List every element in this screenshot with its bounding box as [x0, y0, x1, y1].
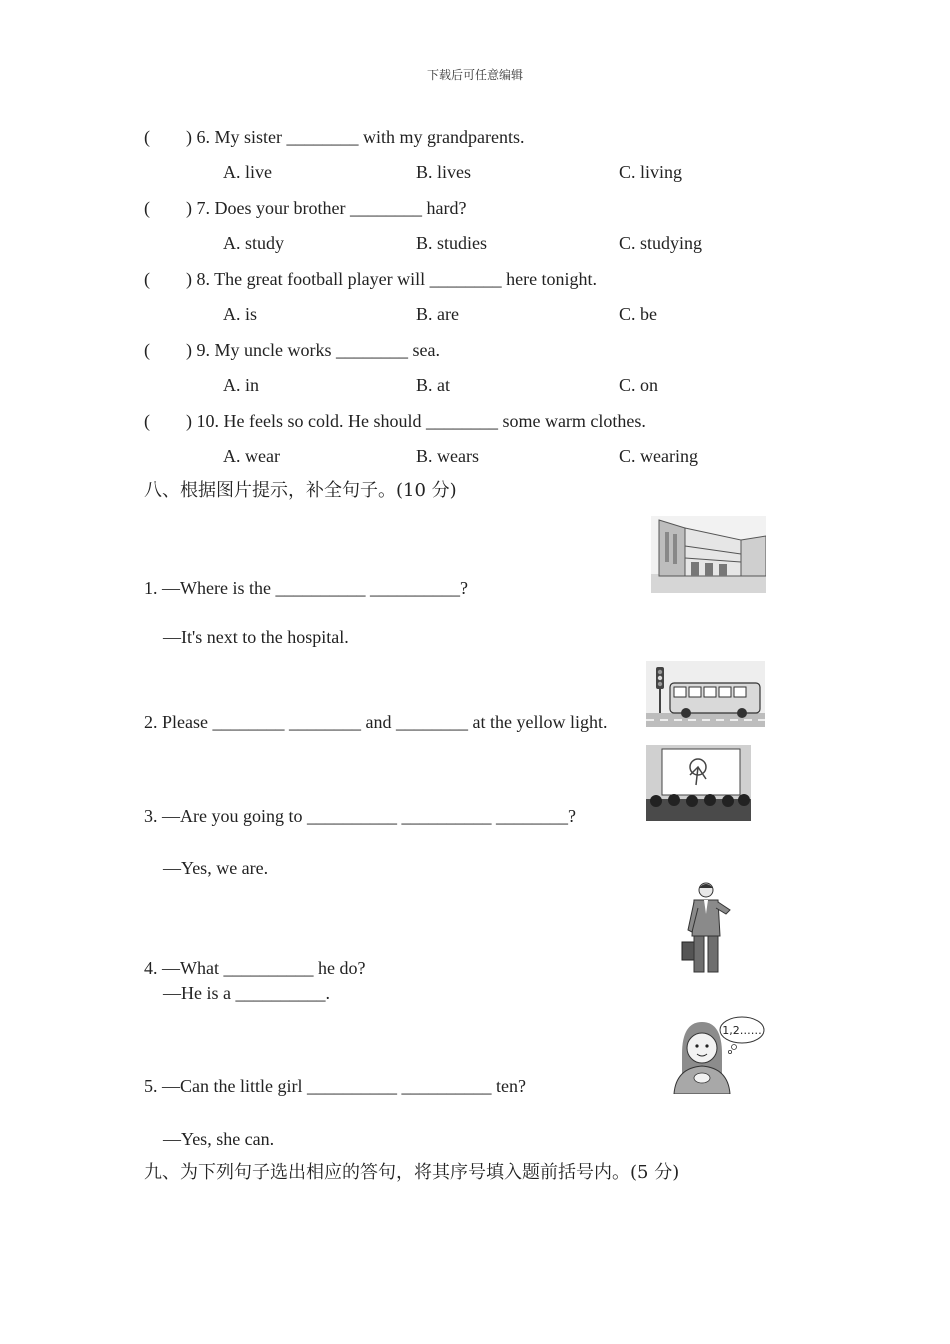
question-9-option-a: A. in	[223, 375, 259, 395]
businessman-illustration	[680, 880, 736, 974]
question-10-option-a: A. wear	[223, 446, 280, 466]
s8-item-4-answer: —He is a __________.	[163, 983, 330, 1003]
bus-at-traffic-light-illustration	[646, 661, 765, 727]
question-6-stem: ( ) 6. My sister ________ with my grandparents.	[144, 127, 525, 147]
question-9-option-c: C. on	[619, 375, 659, 395]
question-6-option-c: C. living	[619, 162, 683, 182]
question-9-option-b: B. at	[416, 375, 450, 395]
s8-item-5-question: 5. —Can the little girl __________ __________ ten?	[144, 1076, 526, 1096]
question-7-option-a: A. study	[223, 233, 285, 253]
question-7-option-b: B. studies	[416, 233, 488, 253]
museum-building-illustration	[651, 516, 766, 593]
question-8-option-c: C. be	[619, 304, 657, 324]
question-7-option-c: C. studying	[619, 233, 703, 253]
question-9-stem: ( ) 9. My uncle works ________ sea.	[144, 340, 440, 360]
s8-item-1-answer: —It's next to the hospital.	[163, 627, 349, 647]
question-6-option-a: A. live	[223, 162, 272, 182]
s8-item-4-question: 4. —What __________ he do?	[144, 958, 366, 978]
question-8-stem: ( ) 8. The great football player will ________ here tonight.	[144, 269, 598, 289]
cinema-audience-illustration	[646, 745, 751, 821]
s8-item-1-question: 1. —Where is the __________ __________?	[144, 578, 468, 598]
thought-bubble-text: 1,2……	[722, 1024, 762, 1037]
girl-counting-illustration	[668, 1014, 766, 1094]
question-10-stem: ( ) 10. He feels so cold. He should ________ some warm clothes.	[144, 411, 646, 431]
question-6-option-b: B. lives	[416, 162, 472, 182]
question-8-option-b: B. are	[416, 304, 459, 324]
question-7-stem: ( ) 7. Does your brother ________ hard?	[144, 198, 467, 218]
s8-item-5-answer: —Yes, she can.	[163, 1129, 275, 1149]
question-10-option-b: B. wears	[416, 446, 479, 466]
section-8-title: 八、根据图片提示，补全句子。(10 分)	[144, 480, 457, 501]
question-8-option-a: A. is	[223, 304, 258, 324]
s8-item-3-answer: —Yes, we are.	[163, 858, 269, 878]
s8-item-2-question: 2. Please ________ ________ and ________ at the yellow light.	[144, 712, 608, 732]
page-header: 下载后可任意编辑	[426, 68, 523, 82]
s8-item-3-question: 3. —Are you going to __________ __________ ________?	[144, 806, 576, 826]
question-10-option-c: C. wearing	[619, 446, 698, 466]
section-9-title: 九、为下列句子选出相应的答句，将其序号填入题前括号内。(5 分)	[144, 1162, 680, 1183]
